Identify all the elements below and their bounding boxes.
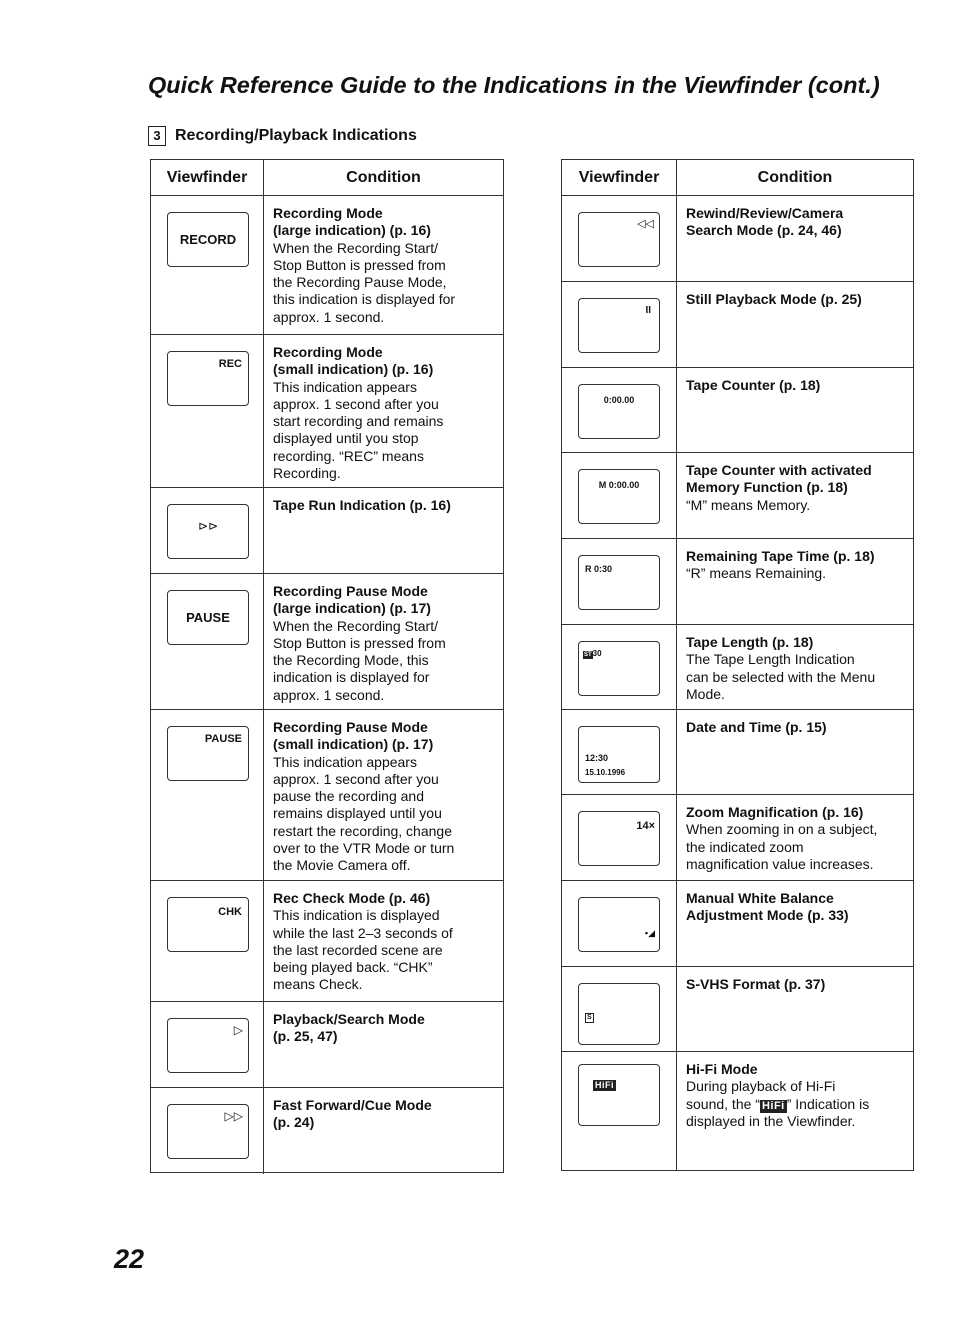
header-condition: Condition: [757, 169, 833, 186]
hifi-icon: [593, 1079, 616, 1091]
viewfinder-screen: [578, 212, 660, 267]
viewfinder-cell: [562, 453, 677, 538]
viewfinder-cell: [151, 335, 264, 487]
condition-title: Playback/Search Mode (p. 25, 47): [273, 1011, 425, 1045]
indicator-chk: CHK: [218, 906, 242, 918]
viewfinder-cell: [562, 539, 677, 624]
desc-part: During playback of Hi-Fi sound, the “: [686, 1078, 836, 1112]
condition-title: Zoom Magnification (p. 16): [686, 804, 864, 820]
section-title: Recording/Playback Indications: [175, 127, 417, 144]
right-table-header: [562, 160, 913, 196]
table-row: [562, 453, 913, 539]
condition-cell: [273, 344, 497, 482]
table-row: [151, 335, 503, 488]
condition-title: S-VHS Format (p. 37): [686, 976, 826, 992]
hifi-inline-icon: HiFi: [761, 1099, 785, 1112]
table-row: [562, 625, 913, 710]
condition-cell: [686, 377, 907, 394]
condition-title: Remaining Tape Time (p. 18): [686, 548, 875, 564]
condition-title: Tape Length (p. 18): [686, 634, 814, 650]
condition-cell: [273, 1097, 497, 1132]
condition-desc: When the Recording Start/ Stop Button is pressed from the Recording Mode, this indication is displayed for approx. 1 second.: [273, 617, 446, 703]
condition-cell: [686, 719, 907, 736]
condition-title: Recording Mode (small indication) (p. 16): [273, 344, 434, 378]
condition-title: Recording Mode (large indication) (p. 16): [273, 205, 431, 239]
condition-cell: [273, 205, 497, 326]
viewfinder-screen: [167, 590, 249, 645]
viewfinder-screen: [167, 504, 249, 559]
section-number: 3: [148, 126, 166, 146]
viewfinder-cell: [151, 574, 264, 709]
table-row: [562, 710, 913, 795]
condition-desc: When the Recording Start/ Stop Button is pressed from the Recording Pause Mode, this indication is displayed for approx. 1 second.: [273, 239, 456, 325]
condition-cell: [686, 548, 907, 583]
condition-desc: [686, 1078, 907, 1130]
condition-title: Hi-Fi Mode: [686, 1061, 758, 1077]
viewfinder-screen: [578, 983, 660, 1045]
white-balance-icon: ▪◢: [644, 928, 655, 938]
viewfinder-screen: [167, 351, 249, 406]
condition-cell: [273, 719, 497, 875]
viewfinder-cell: [562, 368, 677, 452]
viewfinder-cell: [151, 710, 264, 880]
condition-title: Tape Run Indication (p. 16): [273, 497, 451, 513]
condition-cell: [686, 291, 907, 308]
viewfinder-cell: [562, 625, 677, 709]
condition-title: Manual White Balance Adjustment Mode (p. 33): [686, 890, 849, 924]
viewfinder-cell: [562, 967, 677, 1051]
table-row: [562, 368, 913, 453]
viewfinder-cell: [562, 1052, 677, 1171]
viewfinder-cell: [151, 196, 264, 334]
viewfinder-screen: [578, 726, 660, 783]
left-table: [150, 159, 504, 1173]
viewfinder-screen: [578, 1064, 660, 1126]
tape-length-value: 30: [592, 649, 602, 658]
viewfinder-cell: [151, 1088, 264, 1174]
condition-desc: This indication is displayed while the last 2–3 seconds of the last recorded scene are being played back. “CHK” means Check.: [273, 907, 453, 993]
indicator-remaining-time: R 0:30: [585, 564, 613, 574]
table-row: [151, 881, 503, 1002]
viewfinder-screen: [167, 1104, 249, 1159]
condition-desc: “R” means Remaining.: [686, 565, 827, 582]
condition-cell: [273, 583, 497, 704]
indicator-tape-counter: 0:00.00: [603, 395, 635, 405]
tape-length-icon: ST: [584, 652, 592, 658]
condition-title: Date and Time (p. 15): [686, 719, 827, 735]
viewfinder-screen: [167, 897, 249, 952]
table-row: [151, 488, 503, 574]
condition-cell: [686, 462, 907, 514]
desc-part: ” Indication is displayed in the Viewfinder.: [686, 1095, 870, 1129]
svhs-chip: S: [587, 1014, 592, 1021]
viewfinder-screen: [167, 212, 249, 267]
condition-cell: [273, 497, 497, 514]
indicator-date: 15.10.1996: [585, 768, 626, 777]
table-row: [562, 282, 913, 368]
table-row: [562, 1052, 913, 1171]
condition-title: Rewind/Review/Camera Search Mode (p. 24, 46): [686, 205, 844, 239]
viewfinder-screen: [578, 811, 660, 866]
header-viewfinder: Viewfinder: [562, 160, 677, 195]
condition-cell: [686, 890, 907, 925]
table-row: [562, 881, 913, 967]
play-icon: ▷: [233, 1023, 243, 1037]
viewfinder-cell: [151, 488, 264, 573]
condition-title: Tape Counter (p. 18): [686, 377, 821, 393]
indicator-pause-large: PAUSE: [186, 610, 230, 625]
right-table: [561, 159, 914, 1171]
rewind-icon: ◁◁: [637, 218, 654, 230]
table-row: [151, 196, 503, 335]
indicator-tape-length: [583, 649, 602, 659]
viewfinder-screen: [167, 1018, 249, 1073]
tape-run-icon: ⊳⊳: [198, 519, 219, 533]
viewfinder-screen: [578, 897, 660, 952]
indicator-time: 12:30: [585, 753, 609, 763]
left-table-header: [151, 160, 503, 196]
indicator-zoom: 14×: [636, 820, 655, 832]
table-row: [562, 539, 913, 625]
hifi-chip: HiFi: [595, 1080, 614, 1090]
condition-cell: [686, 634, 907, 703]
condition-desc: This indication appears approx. 1 second after you start recording and remains displayed until you stop recording. “REC” means Recording.: [273, 378, 444, 482]
table-row: [151, 574, 503, 710]
indicator-rec: REC: [218, 358, 242, 370]
condition-cell: [686, 976, 907, 993]
condition-cell: [686, 1061, 907, 1130]
page-number: 22: [114, 1244, 145, 1274]
condition-title: Still Playback Mode (p. 25): [686, 291, 862, 307]
condition-title: Tape Counter with activated Memory Function (p. 18): [686, 462, 872, 496]
still-pause-icon: II: [645, 305, 651, 316]
viewfinder-cell: [562, 282, 677, 367]
viewfinder-screen: [578, 384, 660, 439]
header-viewfinder: Viewfinder: [151, 160, 264, 195]
viewfinder-cell: [562, 795, 677, 880]
condition-cell: [686, 205, 907, 240]
indicator-memory-counter: M 0:00.00: [598, 480, 640, 490]
condition-desc: “M” means Memory.: [686, 496, 811, 513]
condition-cell: [273, 1011, 497, 1046]
page-title: Quick Reference Guide to the Indications in the Viewfinder (cont.): [148, 72, 880, 98]
table-row: [151, 710, 503, 881]
viewfinder-cell: [562, 196, 677, 281]
condition-desc: When zooming in on a subject, the indicated zoom magnification value increases.: [686, 821, 878, 872]
viewfinder-screen: [578, 298, 660, 353]
condition-cell: [273, 890, 497, 994]
table-row: [151, 1002, 503, 1088]
header-condition: Condition: [346, 169, 421, 186]
viewfinder-cell: [151, 881, 264, 1001]
table-row: [151, 1088, 503, 1174]
viewfinder-cell: [151, 1002, 264, 1087]
fast-forward-icon: ▷▷: [224, 1109, 243, 1123]
indicator-record: RECORD: [179, 232, 237, 247]
condition-title: Recording Pause Mode (small indication) (p. 17): [273, 719, 434, 753]
condition-desc: This indication appears approx. 1 second after you pause the recording and remains displayed until you restart the recording, change over to the VTR Mode or turn the Movie Camera off.: [273, 753, 455, 874]
viewfinder-screen: [578, 641, 660, 696]
viewfinder-cell: [562, 710, 677, 794]
table-row: [562, 196, 913, 282]
viewfinder-cell: [562, 881, 677, 966]
indicator-pause-small: PAUSE: [204, 733, 242, 745]
condition-desc: The Tape Length Indication can be selected with the Menu Mode.: [686, 651, 876, 702]
condition-title: Fast Forward/Cue Mode (p. 24): [273, 1097, 432, 1131]
table-row: [562, 967, 913, 1052]
viewfinder-screen: [167, 726, 249, 781]
condition-title: Rec Check Mode (p. 46): [273, 890, 431, 906]
svhs-icon: [585, 1010, 594, 1023]
condition-title: Recording Pause Mode (large indication) (p. 17): [273, 583, 431, 617]
table-row: [562, 795, 913, 881]
viewfinder-screen: [578, 555, 660, 610]
condition-cell: [686, 804, 907, 873]
viewfinder-screen: [578, 469, 660, 524]
section-heading: [148, 126, 417, 146]
